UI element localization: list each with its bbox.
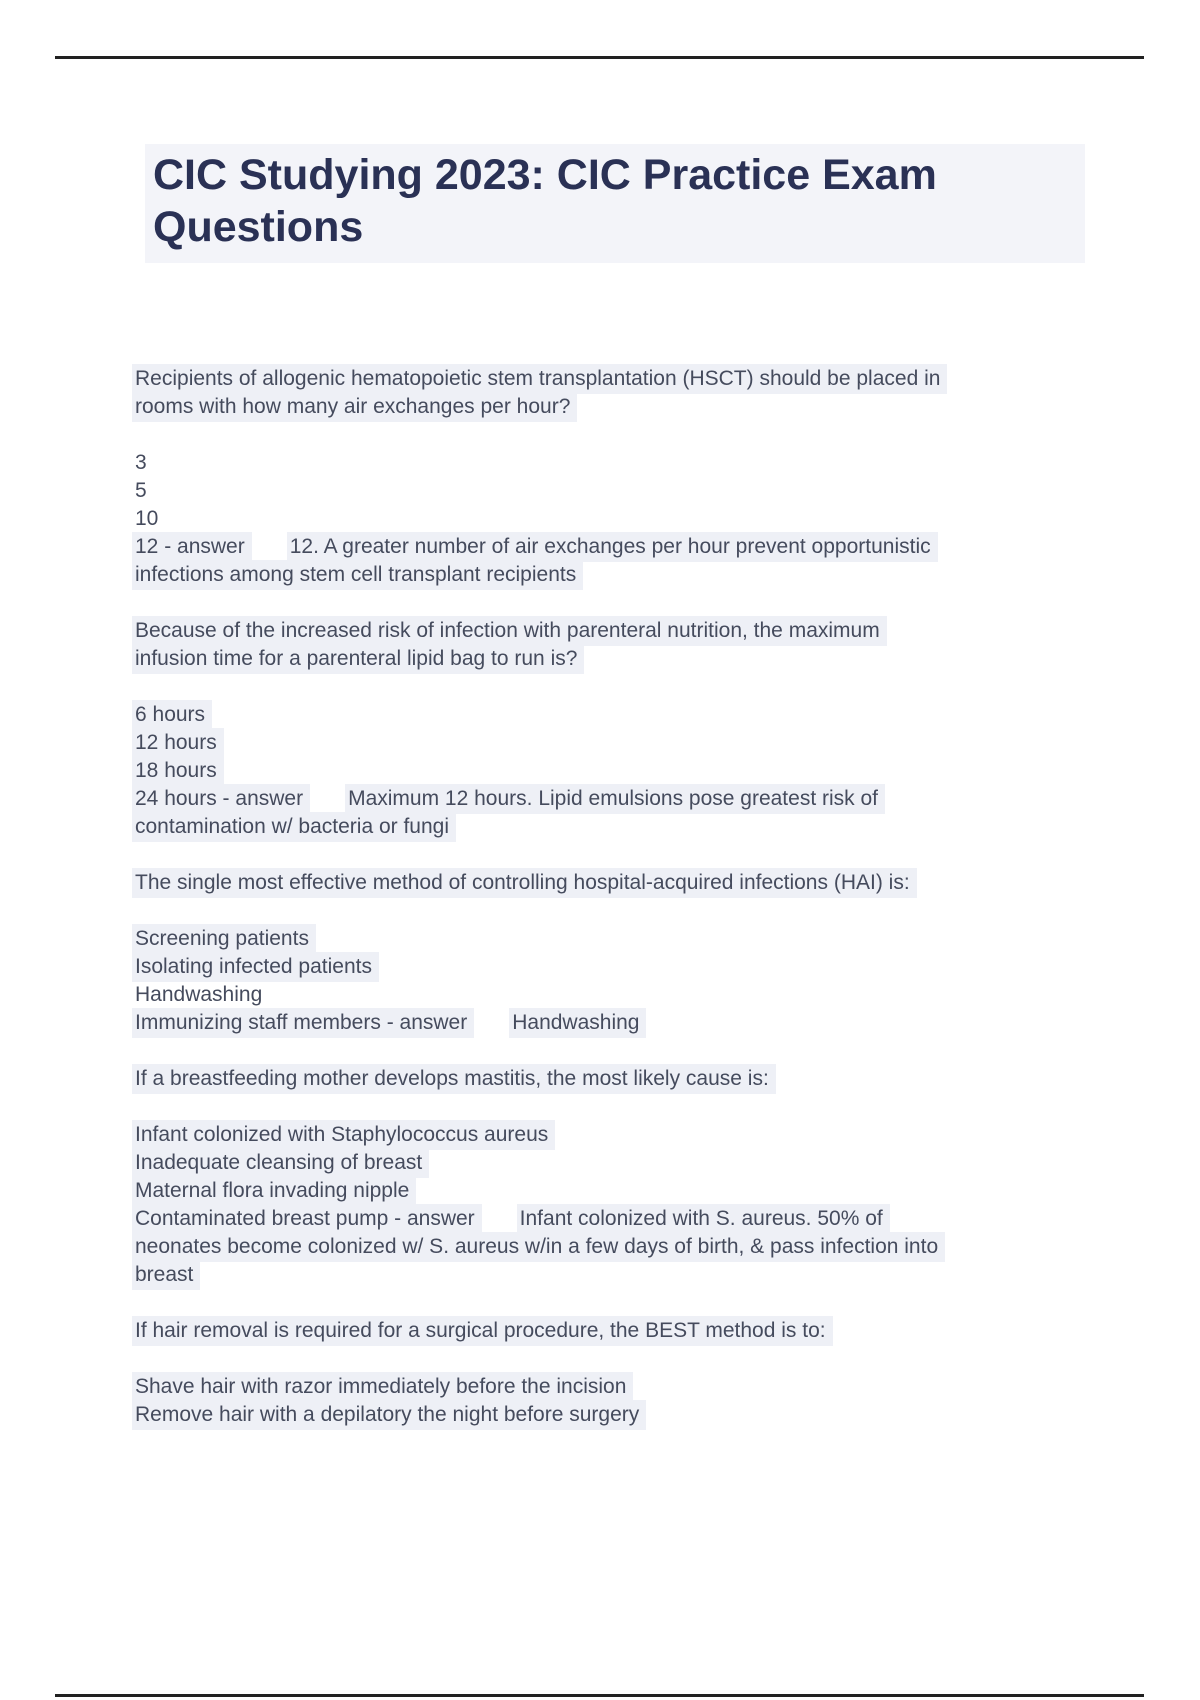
text-segment: 6 hours [132,700,212,730]
body-line [135,1261,1145,1289]
body-line [135,813,1145,841]
answer-gap [310,804,348,805]
text-segment: Handwashing [509,1008,646,1038]
text-segment: 12 hours [132,728,224,758]
body-line [135,701,1145,729]
blank-line [135,1093,1145,1121]
text-segment: Maternal flora invading nipple [132,1176,416,1206]
text-segment: 12. A greater number of air exchanges per hour prevent opportunistic [287,532,938,562]
text-segment: If hair removal is required for a surgical procedure, the BEST method is to: [132,1316,833,1346]
blank-line [135,897,1145,925]
text-segment: Isolating infected patients [132,952,379,982]
bottom-horizontal-rule [55,1694,1144,1697]
body-line [135,757,1145,785]
body-line [135,1205,1145,1233]
blank-line [135,1037,1145,1065]
text-segment: neonates become colonized w/ S. aureus w/in a few days of birth, & pass infection into [132,1232,945,1262]
text-segment: infections among stem cell transplant recipients [132,560,583,590]
body-line [135,645,1145,673]
text-segment: The single most effective method of controlling hospital-acquired infections (HAI) is: [132,868,917,898]
text-segment: Recipients of allogenic hematopoietic stem transplantation (HSCT) should be placed in [132,364,947,394]
answer-gap [482,1224,520,1225]
body-text [135,365,1145,1429]
body-line [135,393,1145,421]
blank-line [135,1345,1145,1373]
text-segment: Maximum 12 hours. Lipid emulsions pose greatest risk of [345,784,885,814]
text-segment: Inadequate cleansing of breast [132,1148,429,1178]
text-segment: Contaminated breast pump - answer [132,1204,482,1234]
blank-line [135,841,1145,869]
body-line [135,561,1145,589]
body-line [135,477,1145,505]
answer-gap [474,1028,512,1029]
body-line [135,785,1145,813]
body-line [135,1401,1145,1429]
body-line [135,617,1145,645]
text-segment: 10 [135,507,159,530]
answer-gap [252,552,290,553]
body-line [135,1065,1145,1093]
blank-line [135,589,1145,617]
body-line [135,1373,1145,1401]
body-line [135,1317,1145,1345]
body-line [135,925,1145,953]
title-highlight-block [145,144,1085,263]
text-segment: 18 hours [132,756,224,786]
text-segment: Handwashing [135,983,263,1006]
page-title: CIC Studying 2023: CIC Practice Exam Questions [153,151,937,251]
top-horizontal-rule [55,56,1144,59]
body-line [135,449,1145,477]
text-segment: Shave hair with razor immediately before the incision [132,1372,633,1402]
text-segment: 3 [135,451,147,474]
text-segment: Infant colonized with S. aureus. 50% of [517,1204,890,1234]
body-line [135,729,1145,757]
body-line [135,869,1145,897]
text-segment: Screening patients [132,924,316,954]
text-segment: 12 - answer [132,532,252,562]
body-line [135,1177,1145,1205]
body-line [135,981,1145,1009]
body-line [135,1233,1145,1261]
text-segment: breast [132,1260,200,1290]
text-segment: 5 [135,479,147,502]
blank-line [135,421,1145,449]
body-line [135,953,1145,981]
text-segment: If a breastfeeding mother develops mastitis, the most likely cause is: [132,1064,776,1094]
text-segment: contamination w/ bacteria or fungi [132,812,456,842]
blank-line [135,673,1145,701]
text-segment: rooms with how many air exchanges per hour? [132,392,577,422]
text-segment: Because of the increased risk of infection with parenteral nutrition, the maximum [132,616,887,646]
body-line [135,365,1145,393]
body-line [135,505,1145,533]
body-line [135,1121,1145,1149]
body-line [135,1009,1145,1037]
text-segment: Remove hair with a depilatory the night before surgery [132,1400,646,1430]
body-line [135,1149,1145,1177]
body-line [135,533,1145,561]
text-segment: 24 hours - answer [132,784,310,814]
text-segment: Infant colonized with Staphylococcus aureus [132,1120,555,1150]
text-segment: infusion time for a parenteral lipid bag to run is? [132,644,584,674]
text-segment: Immunizing staff members - answer [132,1008,474,1038]
blank-line [135,1289,1145,1317]
